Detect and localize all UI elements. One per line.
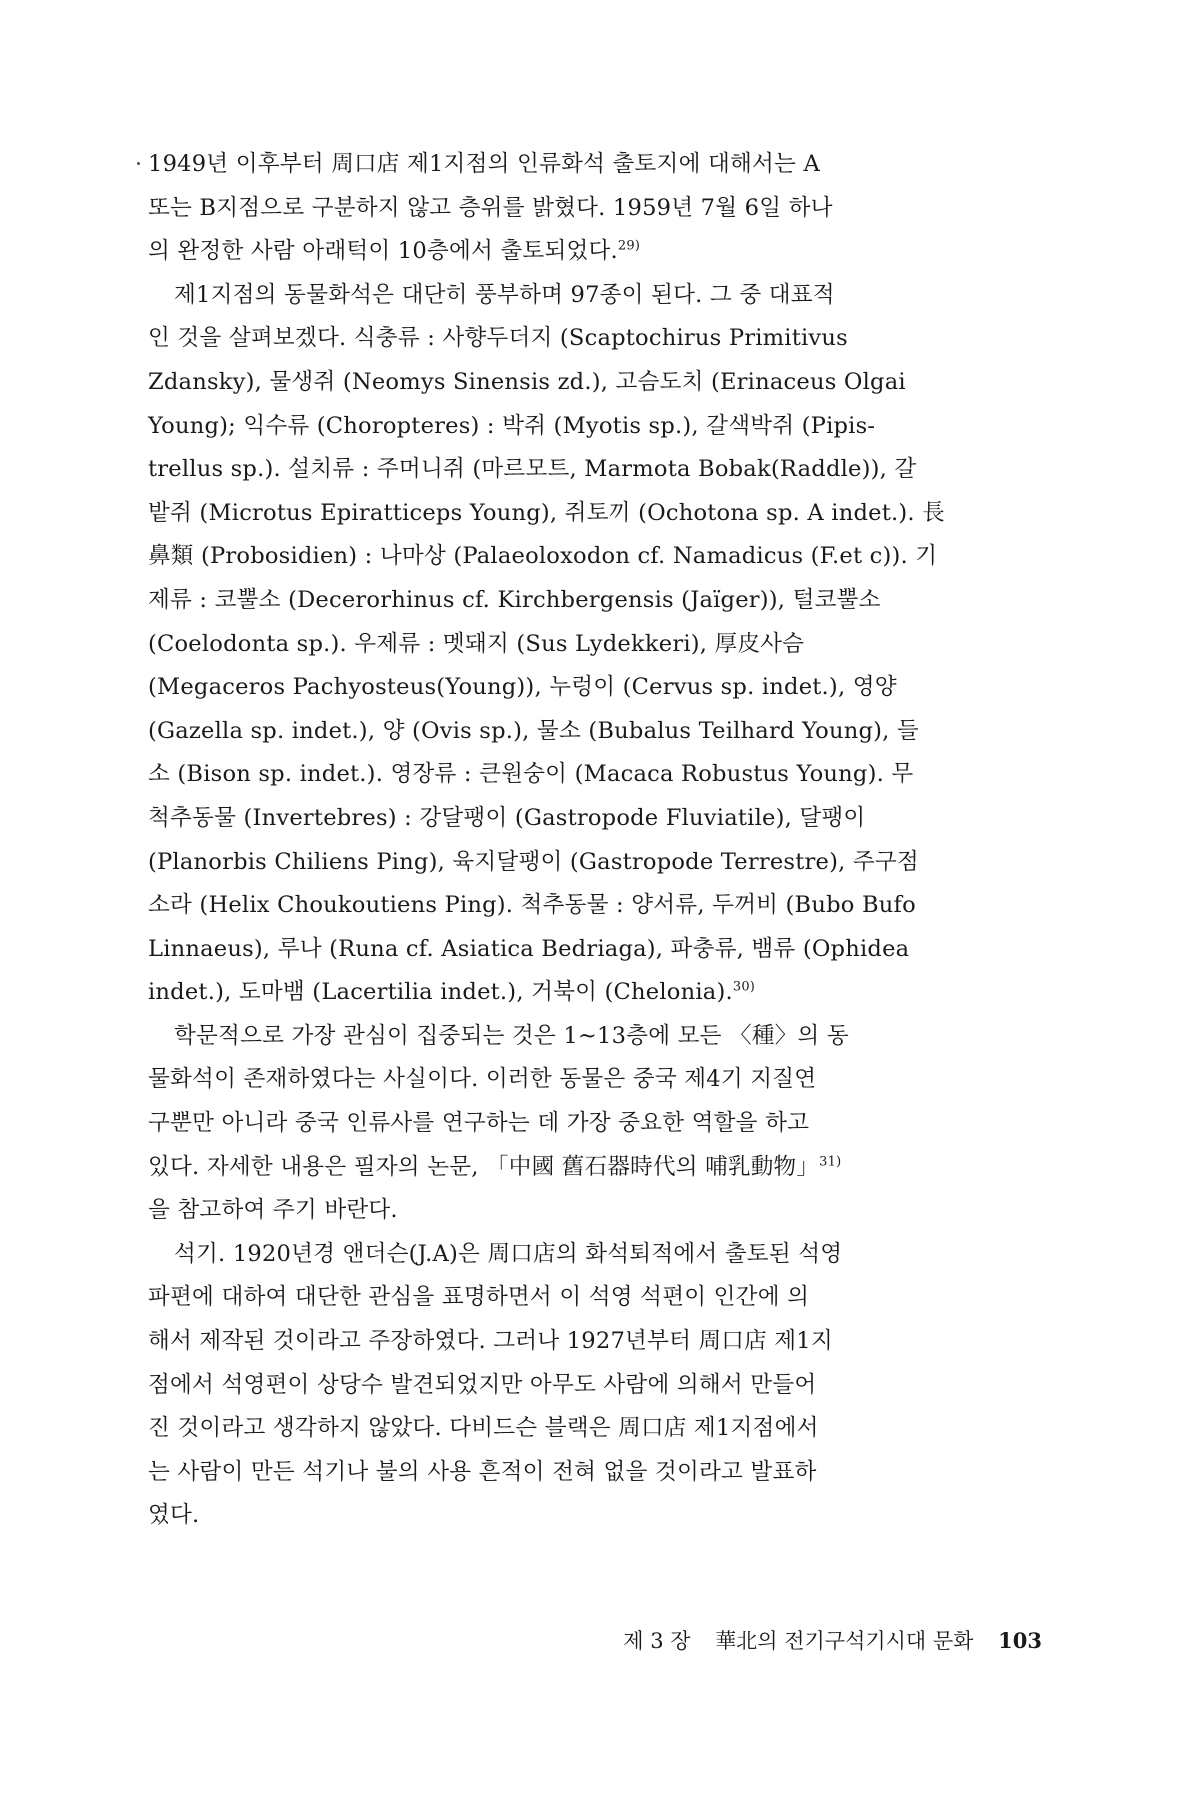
paragraph-stone-tools <box>148 1233 1043 1538</box>
text-line: 점에서 석영편이 상당수 발견되었지만 아무도 사람에 의해서 만들어 <box>148 1371 817 1398</box>
text-line: 물화석이 존재하였다는 사실이다. 이러한 동물은 중국 제4기 지질연 <box>148 1066 817 1093</box>
paragraph-human-fossil-site <box>148 143 1043 274</box>
text-line: 진 것이라고 생각하지 않았다. 다비드슨 블랙은 周口店 제1지점에서 <box>148 1415 819 1442</box>
margin-dot-mark <box>137 162 140 165</box>
text-line: 제1지점의 동물화석은 대단히 풍부하며 97종이 된다. 그 중 대표적 <box>174 281 835 308</box>
text-line: 또는 B지점으로 구분하지 않고 층위를 밝혔다. 1959년 7월 6일 하나 <box>148 194 833 221</box>
text-line <box>148 230 1043 274</box>
text-line: 였다. <box>148 1502 200 1529</box>
text-line-content: indet.), 도마뱀 (Lacertilia indet.), 거북이 (Chelonia). <box>148 979 733 1006</box>
text-line: (Planorbis Chiliens Ping), 육지달팽이 (Gastropode Terrestre), 주구점 <box>148 848 919 875</box>
text-line-content: 있다. 자세한 내용은 필자의 논문, 「中國 舊石器時代의 哺乳動物」 <box>148 1153 820 1180</box>
text-line: 제류 : 코뿔소 (Decerorhinus cf. Kirchbergensis (Jaïger)), 털코뿔소 <box>148 586 881 613</box>
page-number: 103 <box>998 1628 1042 1653</box>
text-line-content: 의 완정한 사람 아래턱이 10층에서 출토되었다. <box>148 238 618 265</box>
text-line <box>148 1146 1043 1190</box>
text-line: 석기. 1920년경 앤더슨(J.A)은 周口店의 화석퇴적에서 출토된 석영 <box>174 1240 843 1267</box>
text-line: 소 (Bison sp. indet.). 영장류 : 큰원숭이 (Macaca Robustus Young). 무 <box>148 761 914 788</box>
footnote-ref: 30) <box>732 979 756 995</box>
chapter-label: 제 3 장 <box>623 1629 691 1653</box>
text-line: 구뿐만 아니라 중국 인류사를 연구하는 데 가장 중요한 역할을 하고 <box>148 1110 810 1137</box>
footnote-ref: 31) <box>819 1154 842 1170</box>
text-line: (Megaceros Pachyosteus(Young)), 누렁이 (Cervus sp. indet.), 영양 <box>148 674 897 701</box>
body-text <box>148 143 1043 1538</box>
paragraph-animal-fossils <box>148 274 1043 1015</box>
footnote-ref: 29) <box>617 238 641 254</box>
text-line: Zdansky), 물생쥐 (Neomys Sinensis zd.), 고슴도치 (Erinaceus Olgai <box>148 368 906 395</box>
text-line: 는 사람이 만든 석기나 불의 사용 흔적이 전혀 없을 것이라고 발표하 <box>148 1458 817 1485</box>
text-line: 파편에 대하여 대단한 관심을 표명하면서 이 석영 석편이 인간에 의 <box>148 1284 810 1311</box>
chapter-title: 華北의 전기구석기시대 문화 <box>715 1629 974 1653</box>
text-line: 을 참고하여 주기 바란다. <box>148 1197 398 1224</box>
running-footer <box>623 1625 1042 1655</box>
paragraph-scholarly-interest <box>148 1015 1043 1233</box>
text-line: 인 것을 살펴보겠다. 식충류 : 사향두더지 (Scaptochirus Primitivus <box>148 325 848 352</box>
text-line: Young); 익수류 (Choropteres) : 박쥐 (Myotis sp.), 갈색박쥐 (Pipis- <box>148 412 876 439</box>
text-line: (Coelodonta sp.). 우제류 : 멧돼지 (Sus Lydekkeri), 厚皮사슴 <box>148 630 805 657</box>
text-line: 척추동물 (Invertebres) : 강달팽이 (Gastropode Fluviatile), 달팽이 <box>148 804 866 831</box>
text-line: trellus sp.). 설치류 : 주머니쥐 (마르모트, Marmota Bobak(Raddle)), 갈 <box>148 456 917 483</box>
text-line: 소라 (Helix Choukoutiens Ping). 척추동물 : 양서류, 두꺼비 (Bubo Bufo <box>148 892 916 919</box>
text-line: 해서 제작된 것이라고 주장하였다. 그러나 1927년부터 周口店 제1지 <box>148 1328 833 1355</box>
text-line: 鼻類 (Probosidien) : 나마상 (Palaeoloxodon cf. Namadicus (F.et c)). 기 <box>148 543 938 570</box>
text-line: 학문적으로 가장 관심이 집중되는 것은 1~13층에 모든 〈種〉의 동 <box>174 1022 849 1049</box>
text-line: 밭쥐 (Microtus Epiratticeps Young), 쥐토끼 (Ochotona sp. A indet.). 長 <box>148 499 945 526</box>
text-line <box>148 971 1043 1015</box>
text-line: Linnaeus), 루나 (Runa cf. Asiatica Bedriaga), 파충류, 뱀류 (Ophidea <box>148 935 910 962</box>
text-line: 1949년 이후부터 周口店 제1지점의 인류화석 출토지에 대해서는 A <box>148 151 820 177</box>
text-line: (Gazella sp. indet.), 양 (Ovis sp.), 물소 (Bubalus Teilhard Young), 들 <box>148 717 919 744</box>
